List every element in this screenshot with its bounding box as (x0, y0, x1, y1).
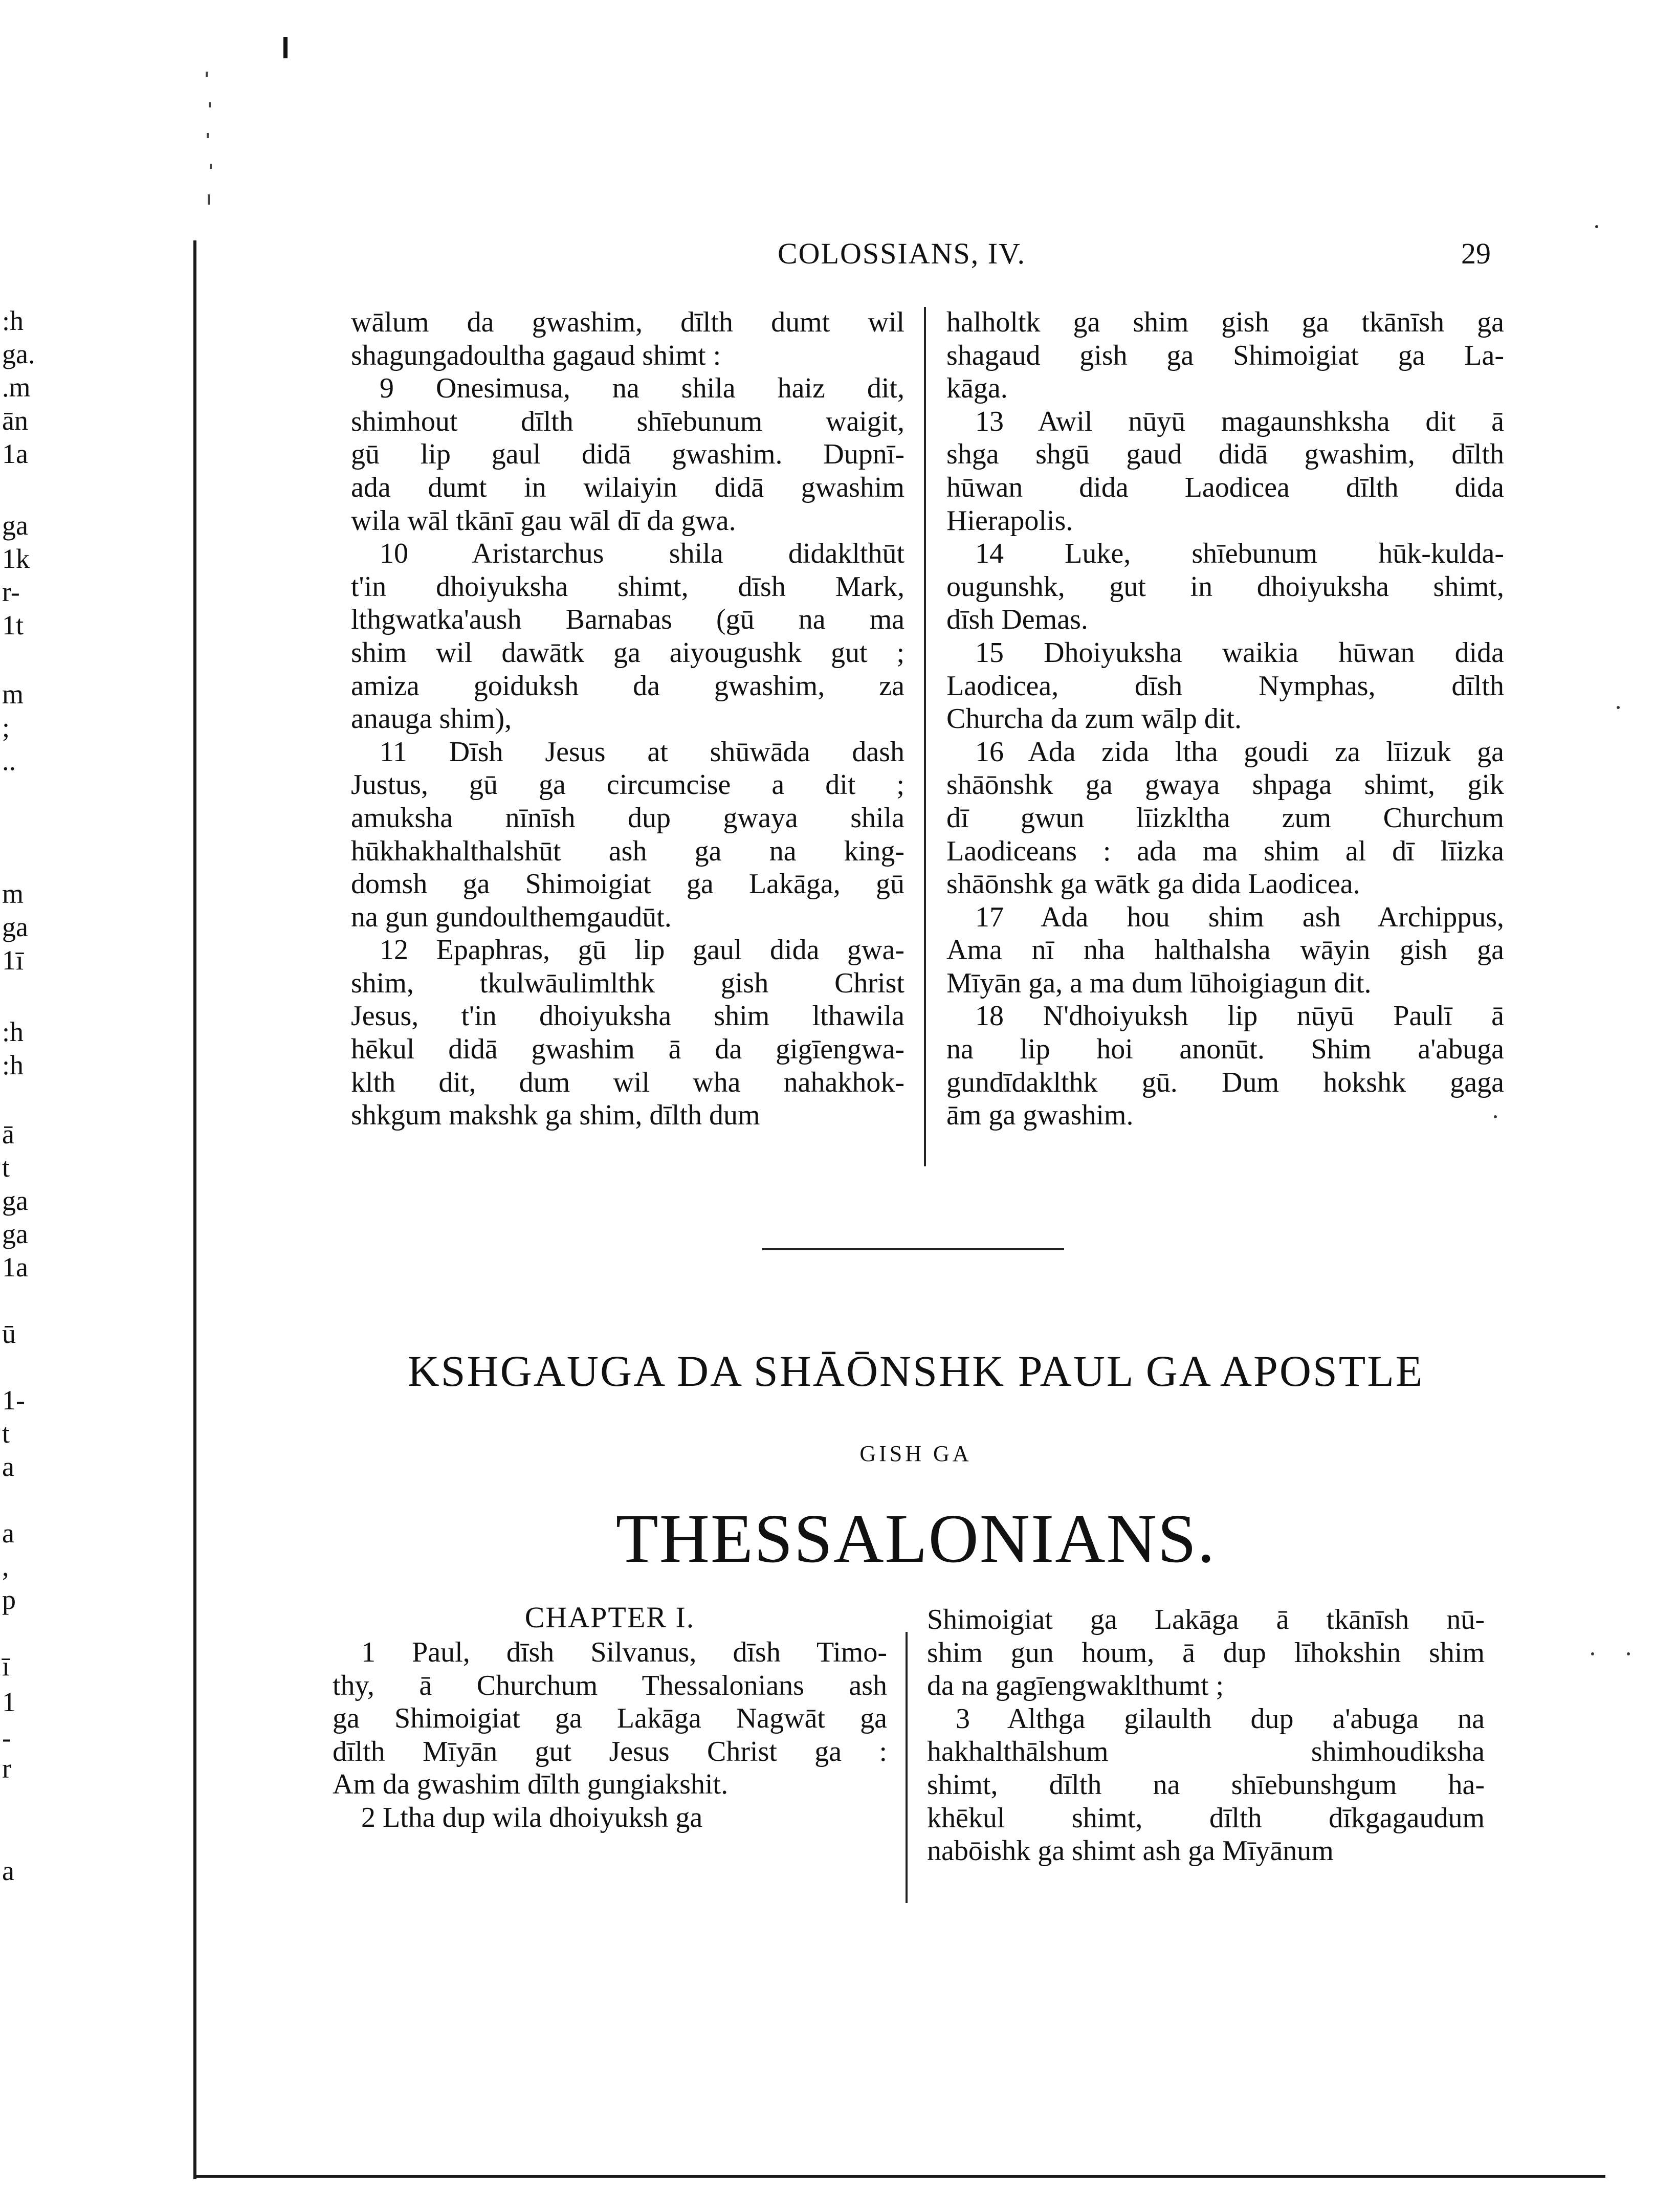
bleed-fragment: 1a (2, 438, 28, 469)
text-line: 2 Ltha dup wila dhoiyuksh ga (361, 1801, 703, 1833)
chapter-heading: CHAPTER I. (524, 1601, 695, 1634)
text-line: dīlth Mīyān gut Jesus Christ ga : (333, 1735, 887, 1767)
text-line: Shimoigiat ga Lakāga ā tkānīsh nū- (927, 1604, 1485, 1635)
text-line: khēkul shimt, dīlth dīkgagaudum (927, 1802, 1485, 1834)
text-line: 17 Ada hou shim ash Archippus, (975, 901, 1504, 933)
speck (1494, 1115, 1497, 1118)
section-rule (762, 1248, 1064, 1250)
bleed-fragment: - (2, 1722, 11, 1753)
speck (1627, 1652, 1630, 1655)
text-line: Laodicea, dīsh Nymphas, dīlth (946, 670, 1504, 702)
bleed-fragment: :h (2, 1050, 24, 1080)
text-line: shim, tkulwāulimlthk gish Christ (351, 967, 904, 999)
bleed-fragment: 1k (2, 543, 30, 574)
scan-mark (283, 37, 288, 58)
bleed-fragment: p (2, 1584, 16, 1615)
bleed-fragment: :h (2, 305, 24, 336)
bleed-fragment: t (2, 1152, 10, 1183)
text-line: klth dit, dum wil wha nahakhok- (351, 1066, 904, 1098)
text-line: Hierapolis. (946, 504, 1073, 537)
upper-left-column (351, 306, 904, 1132)
bleed-fragment: m (2, 679, 24, 710)
title-connector: GISH GA (859, 1441, 972, 1466)
text-line: wālum da gwashim, dīlth dumt wil (351, 306, 904, 338)
text-line: thy, ā Churchum Thessalonians ash (333, 1669, 887, 1701)
text-line: shimhout dīlth shīebunum waigit, (351, 405, 904, 437)
text-line: hūkhakhalthalshūt ash ga na king- (351, 835, 904, 867)
bleed-fragment: ga (2, 1219, 28, 1249)
bleed-fragment: a (2, 1451, 14, 1482)
text-line: ougunshk, gut in dhoiyuksha shimt, (946, 570, 1504, 603)
text-line: 9 Onesimusa, na shila haiz dit, (380, 372, 904, 405)
text-line: ga Shimoigiat ga Lakāga Nagwāt ga (333, 1702, 887, 1735)
text-line: 15 Dhoiyuksha waikia hūwan dida (975, 636, 1504, 669)
text-line: ada dumt in wilaiyin didā gwashim (351, 471, 904, 503)
bleed-fragment: ī (2, 1651, 10, 1682)
text-line: shagaud gish ga Shimoigiat ga La- (946, 339, 1504, 371)
bleed-fragment: m (2, 878, 24, 909)
bleed-fragment: ga. (2, 339, 35, 369)
bleed-fragment: :h (2, 1016, 24, 1047)
text-line: shāōnshk ga gwaya shpaga shimt, gik (946, 769, 1504, 801)
text-line: gū lip gaul didā gwashim. Dupnī- (351, 438, 904, 471)
speck (1595, 225, 1598, 228)
text-line: 16 Ada zida ltha goudi za līizuk ga (975, 736, 1504, 768)
text-line: 18 N'dhoiyuksh lip nūyū Paulī ā (975, 1000, 1504, 1032)
text-line: 14 Luke, shīebunum hūk-kulda- (975, 538, 1504, 570)
page-number: 29 (1461, 237, 1491, 270)
speck (1617, 706, 1620, 709)
speck (1591, 1652, 1594, 1655)
bleed-fragment: 1t (2, 610, 24, 640)
text-line: amiza goiduksh da gwashim, za (351, 670, 904, 702)
text-line: shga shgū gaud didā gwashim, dīlth (946, 438, 1504, 471)
text-line: Jesus, t'in dhoiyuksha shim lthawila (351, 1000, 904, 1032)
text-line: wila wāl tkānī gau wāl dī da gwa. (351, 504, 736, 537)
bottom-edge-line (193, 2175, 1605, 2178)
column-divider (924, 307, 926, 1166)
text-line: hēkul didā gwashim ā da gigīengwa- (351, 1033, 904, 1066)
upper-right-column (946, 306, 1504, 1132)
bleed-fragment: ū (2, 1318, 16, 1349)
text-line: Churcha da zum wālp dit. (946, 703, 1242, 735)
text-line: shim gun houm, ā dup līhokshin shim (927, 1636, 1485, 1669)
bleed-fragment: 1ī (2, 945, 24, 976)
text-line: ām ga gwashim. (946, 1099, 1134, 1132)
text-line: na gun gundoulthemgaudūt. (351, 901, 672, 933)
text-line: 10 Aristarchus shila didaklthūt (380, 538, 904, 570)
gutter-specks (205, 72, 215, 225)
text-line: 13 Awil nūyū magaunshksha dit ā (975, 405, 1504, 437)
bleed-fragment: ga (2, 912, 28, 942)
lower-right-column (927, 1603, 1485, 1868)
text-line: 3 Althga gilaulth dup a'abuga na (956, 1702, 1485, 1735)
bleed-fragment: 1a (2, 1252, 28, 1282)
text-line: amuksha nīnīsh dup gwaya shila (351, 802, 904, 834)
bleed-fragment: r- (2, 577, 20, 607)
text-line: shkgum makshk ga shim, dīlth dum (351, 1099, 760, 1132)
bleed-fragment: ān (2, 405, 28, 436)
text-line: gundīdaklthk gū. Dum hokshk gaga (946, 1066, 1504, 1098)
bleed-fragment: ; (2, 712, 10, 743)
bleed-fragment: , (2, 1551, 9, 1582)
text-line: dī gwun līizkltha zum Churchum (946, 802, 1504, 834)
text-line: Laodiceans : ada ma shim al dī līizka (946, 835, 1504, 867)
lower-left-column (333, 1636, 887, 1834)
text-line: t'in dhoiyuksha shimt, dīsh Mark, (351, 570, 904, 603)
running-title: COLOSSIANS, IV. (778, 237, 1026, 270)
epistle-title: KSHGAUGA DA SHĀŌNSHK PAUL GA APOSTLE (407, 1346, 1424, 1396)
text-line: halholtk ga shim gish ga tkānīsh ga (946, 306, 1504, 338)
bleed-fragment: .. (2, 745, 16, 776)
text-line: Mīyān ga, a ma dum lūhoigiagun dit. (946, 967, 1372, 999)
text-line: Ama nī nha halthalsha wāyin gish ga (946, 934, 1504, 966)
text-line: lthgwatka'aush Barnabas (gū na ma (351, 604, 904, 636)
text-line: shim wil dawātk ga aiyougushk gut ; (351, 636, 904, 669)
text-line: anauga shim), (351, 703, 512, 735)
text-line: Am da gwashim dīlth gungiakshit. (333, 1768, 729, 1801)
bleed-fragment: a (2, 1855, 14, 1886)
text-line: 12 Epaphras, gū lip gaul dida gwa- (380, 934, 904, 966)
text-line: 11 Dīsh Jesus at shūwāda dash (380, 736, 904, 768)
bleed-fragment: 1- (2, 1385, 25, 1415)
binding-line (193, 240, 196, 2179)
text-line: shagungadoultha gagaud shimt : (351, 339, 721, 371)
bleed-fragment: r (2, 1753, 11, 1784)
text-line: shimt, dīlth na shīebunshgum ha- (927, 1768, 1485, 1801)
text-line: domsh ga Shimoigiat ga Lakāga, gū (351, 868, 904, 900)
book-name: THESSALONIANS. (615, 1500, 1216, 1577)
text-line: kāga. (946, 372, 1008, 405)
bleed-fragment: t (2, 1418, 10, 1449)
text-line: nabōishk ga shimt ash ga Mīyānum (927, 1835, 1334, 1867)
bleed-fragment: ga (2, 510, 28, 541)
text-line: shāōnshk ga wātk ga dida Laodicea. (946, 868, 1360, 900)
bleed-fragment: a (2, 1518, 14, 1549)
bleed-fragment: ga (2, 1185, 28, 1216)
column-divider (906, 1632, 908, 1903)
bleed-fragment: .m (2, 372, 31, 403)
text-line: na lip hoi anonūt. Shim a'abuga (946, 1033, 1504, 1066)
text-line: hūwan dida Laodicea dīlth dida (946, 471, 1504, 503)
text-line: dīsh Demas. (946, 604, 1088, 636)
text-line: hakhalthālshum shimhoudiksha (927, 1736, 1485, 1768)
left-page-bleed (0, 0, 46, 2212)
bleed-fragment: ā (2, 1119, 14, 1149)
text-line: Justus, gū ga circumcise a dit ; (351, 769, 904, 801)
text-line: 1 Paul, dīsh Silvanus, dīsh Timo- (361, 1636, 887, 1668)
text-line: da na gagīengwaklthumt ; (927, 1670, 1224, 1702)
bleed-fragment: 1 (2, 1687, 16, 1717)
